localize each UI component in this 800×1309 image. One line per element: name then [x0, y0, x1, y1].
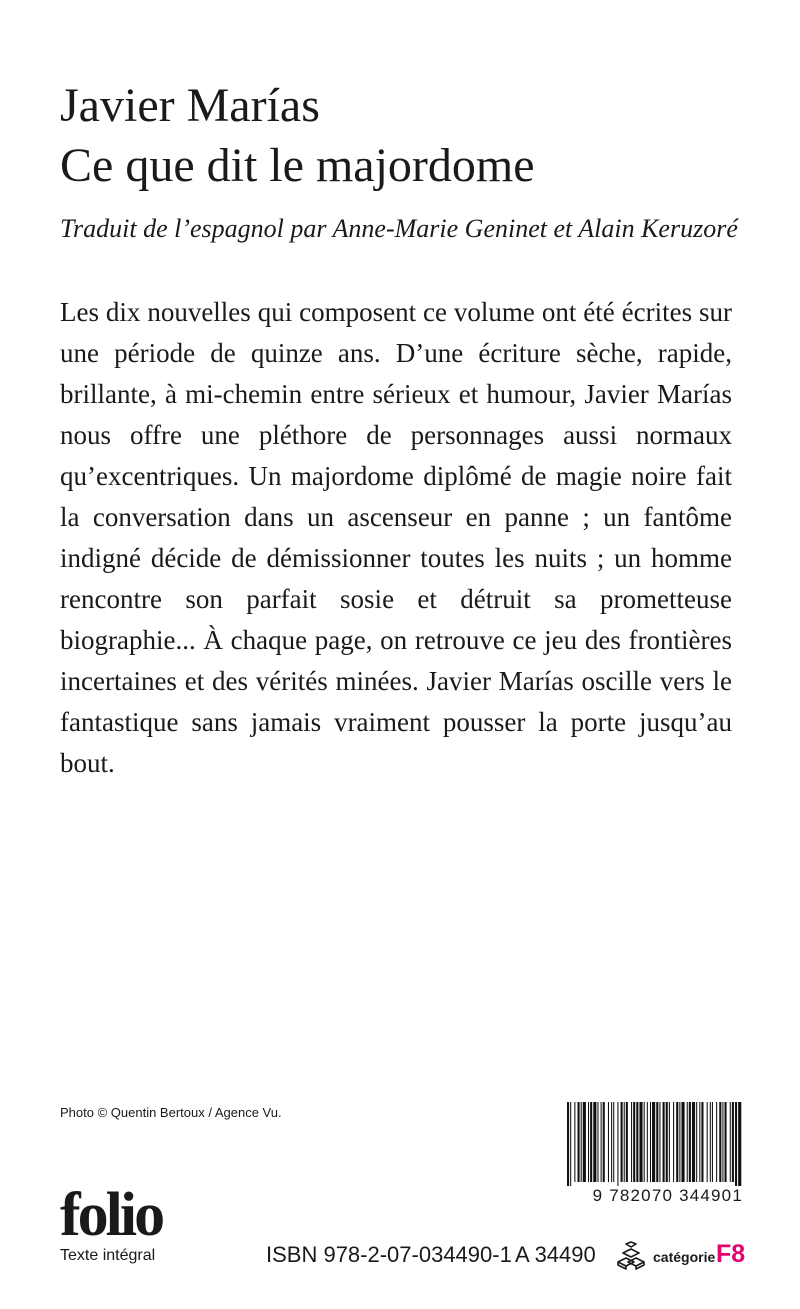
barcode-bars — [565, 1102, 743, 1186]
book-title: Ce que dit le majordome — [60, 139, 535, 192]
edition-label: Texte intégral — [60, 1247, 156, 1264]
barcode — [565, 1102, 743, 1210]
barcode-digits: 9 782070 344901 — [592, 1186, 743, 1205]
photo-credit: Photo © Quentin Bertoux / Agence Vu. — [60, 1105, 282, 1120]
category-code: F8 — [716, 1240, 746, 1268]
isbn-number: ISBN 978-2-07-034490-1 — [266, 1242, 512, 1267]
folio-logo: folio — [60, 1181, 163, 1249]
back-cover-blurb: Les dix nouvelles qui composent ce volume ont été écrites sur une période de quinze ans. D’une écriture sèche, rapide, brillante, à mi-chemin entre sérieux et humour, Javier Marías nous offre une pléthore de personnages aussi normaux qu’excentriques. Un majordome diplômé de magie noire fait la conversation dans un ascenseur en panne ; un fantôme indigné décide de démissionner toutes les nuits ; un homme rencontre son parfait sosie et détruit sa prometteuse biographie... À chaque page, on retrouve ce jeu des frontières incertaines et des vérités minées. Javier Marías oscille vers le fantastique sans jamais vraiment pousser la porte jusqu’au bout. — [60, 297, 732, 778]
stacked-books-icon — [614, 1240, 648, 1270]
translator-credit: Traduit de l’espagnol par Anne-Marie Geninet et Alain Keruzoré — [60, 214, 738, 243]
category-label: catégorie — [653, 1249, 716, 1265]
catalog-code: A 34490 — [515, 1242, 596, 1267]
author-name: Javier Marías — [60, 79, 320, 132]
